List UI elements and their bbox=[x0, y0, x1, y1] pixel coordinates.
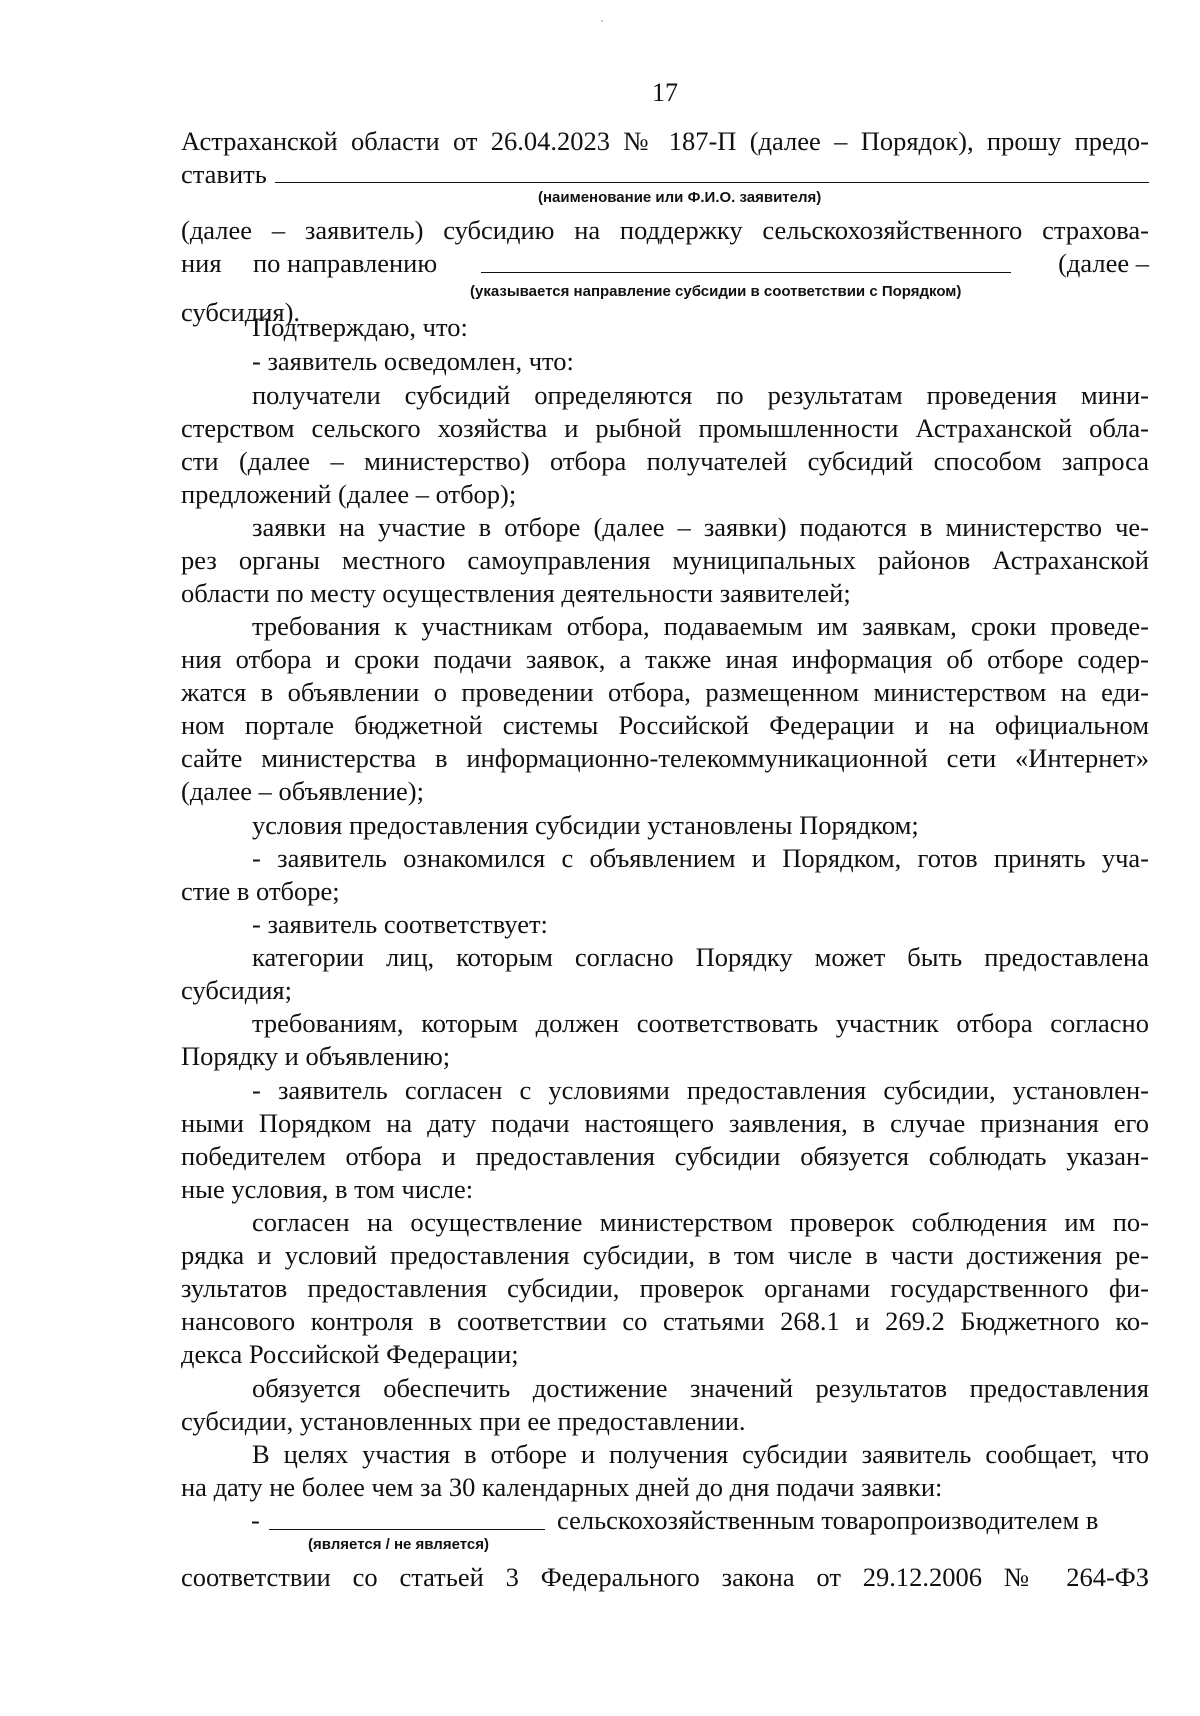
intro-by-direction: по направлению bbox=[253, 248, 438, 278]
body-line: ном портале бюджетной системы Российской Федерации и на официальном bbox=[181, 710, 1149, 740]
body-line: нансового контроля в соответствии со статьями 268.1 и 269.2 Бюджетного ко- bbox=[181, 1306, 1149, 1336]
body-line: области по месту осуществления деятельности заявителей; bbox=[181, 578, 851, 608]
body-line: требованиям, которым должен соответствовать участник отбора согласно bbox=[252, 1008, 1149, 1038]
body-line: - заявитель осведомлен, что: bbox=[252, 346, 574, 376]
body-line: согласен на осуществление министерством проверок соблюдения им по- bbox=[252, 1207, 1149, 1237]
body-line: - заявитель ознакомился с объявлением и Порядком, готов принять уча- bbox=[252, 843, 1149, 873]
body-line: (далее – объявление); bbox=[181, 776, 424, 806]
intro-word-nia: ния bbox=[181, 248, 222, 278]
footer-producer-text: сельскохозяйственным товаропроизводителем в bbox=[557, 1505, 1099, 1535]
intro-line-5: субсидия). bbox=[181, 297, 301, 327]
body-line: Порядку и объявлению; bbox=[181, 1041, 451, 1071]
direction-blank-field[interactable] bbox=[481, 272, 1011, 273]
header-line-1: Астраханской области от 26.04.2023 № 187-П (далее – Порядок), прошу предо- bbox=[181, 126, 1149, 156]
body-line: сти (далее – министерство) отбора получателей субсидий способом запроса bbox=[181, 446, 1149, 476]
body-line: Подтверждаю, что: bbox=[252, 312, 468, 342]
body-line: жатся в объявлении о проведении отбора, размещенном министерством на еди- bbox=[181, 677, 1149, 707]
body-line: стерством сельского хозяйства и рыбной промышленности Астраханской обла- bbox=[181, 413, 1149, 443]
header-line-2 bbox=[181, 159, 1149, 189]
body-line: стие в отборе; bbox=[181, 876, 340, 906]
status-blank-field[interactable] bbox=[269, 1529, 545, 1530]
body-line: ния отбора и сроки подачи заявок, а также иная информация об отборе содер- bbox=[181, 644, 1149, 674]
body-line: победителем отбора и предоставления субсидии обязуется соблюдать указан- bbox=[181, 1141, 1149, 1171]
footer-last-line: соответствии со статьей 3 Федерального закона от 29.12.2006 № 264-ФЗ bbox=[181, 1562, 1149, 1592]
applicant-caption: (наименование или Ф.И.О. заявителя) bbox=[538, 189, 822, 206]
body-line: - заявитель согласен с условиями предоставления субсидии, установлен- bbox=[252, 1075, 1149, 1105]
intro-line-3: (далее – заявитель) субсидию на поддержку сельскохозяйственного страхова- bbox=[181, 215, 1149, 245]
scan-speck bbox=[601, 20, 603, 22]
body-line: рядка и условий предоставления субсидии, в том числе в части достижения ре- bbox=[181, 1240, 1149, 1270]
body-line: получатели субсидий определяются по результатам проведения мини- bbox=[252, 380, 1149, 410]
body-line: предложений (далее – отбор); bbox=[181, 479, 517, 509]
page-number: 17 bbox=[652, 78, 678, 107]
body-line: субсидии, установленных при ее предоставлении. bbox=[181, 1406, 746, 1436]
body-line: В целях участия в отборе и получения субсидии заявитель сообщает, что bbox=[252, 1439, 1149, 1469]
body-line: зультатов предоставления субсидии, проверок органами государственного фи- bbox=[181, 1273, 1149, 1303]
body-line: декса Российской Федерации; bbox=[181, 1339, 519, 1369]
body-line: на дату не более чем за 30 календарных дней до дня подачи заявки: bbox=[181, 1472, 943, 1502]
footer-dash: - bbox=[251, 1505, 260, 1535]
direction-caption: (указывается направление субсидии в соответствии с Порядком) bbox=[470, 283, 962, 300]
intro-further: (далее – bbox=[1058, 248, 1149, 278]
applicant-blank-field[interactable] bbox=[275, 160, 1149, 183]
body-line: рез органы местного самоуправления муниципальных районов Астраханской bbox=[181, 545, 1149, 575]
body-line: условия предоставления субсидии установлены Порядком; bbox=[252, 810, 919, 840]
body-line: ными Порядком на дату подачи настоящего заявления, в случае признания его bbox=[181, 1108, 1149, 1138]
body-line: субсидия; bbox=[181, 975, 292, 1005]
body-line: требования к участникам отбора, подаваемым им заявкам, сроки проведе- bbox=[252, 611, 1149, 641]
body-line: ные условия, в том числе: bbox=[181, 1174, 474, 1204]
header-label-provide: ставить bbox=[181, 159, 267, 189]
body-line: заявки на участие в отборе (далее – заявки) подаются в министерство че- bbox=[252, 512, 1149, 542]
body-line: сайте министерства в информационно-телекоммуникационной сети «Интернет» bbox=[181, 743, 1149, 773]
body-line: обязуется обеспечить достижение значений результатов предоставления bbox=[252, 1373, 1149, 1403]
status-caption: (является / не является) bbox=[308, 1536, 489, 1553]
body-line: - заявитель соответствует: bbox=[252, 909, 548, 939]
body-line: категории лиц, которым согласно Порядку может быть предоставлена bbox=[252, 942, 1149, 972]
